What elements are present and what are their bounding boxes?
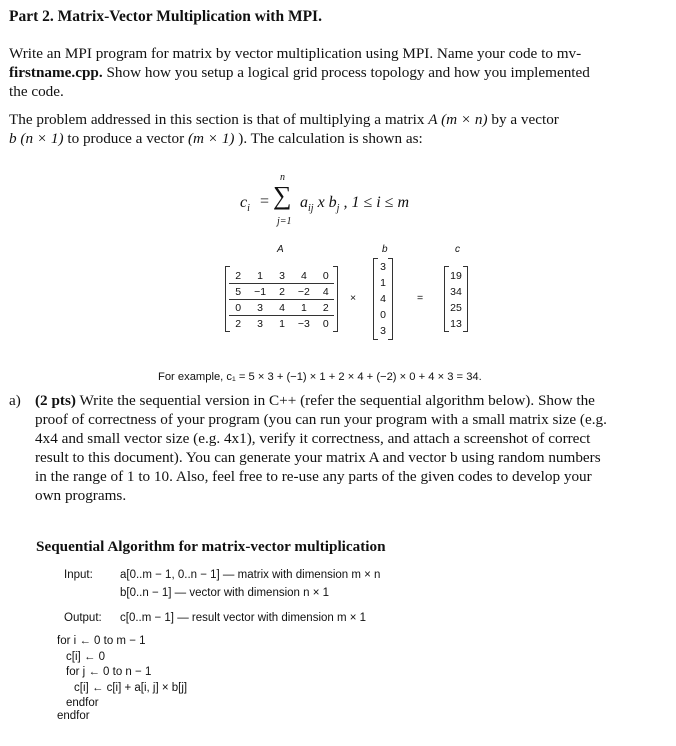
problem-text-4: ). The calculation is shown as:: [234, 130, 423, 147]
times-sign: ×: [350, 292, 357, 304]
code-line: c[i] ← 0: [66, 651, 105, 663]
input-line-2: b[0..n − 1] — vector with dimension n × 1: [120, 587, 330, 599]
matrix-a-cell: 2: [322, 302, 329, 314]
matrix-a-cell: 0: [322, 318, 329, 330]
code-line: endfor: [66, 697, 99, 709]
output-label: Output:: [64, 612, 102, 624]
sum-upper-limit: n: [280, 172, 285, 183]
matrix-a-cell: 5: [235, 286, 242, 298]
question-line: own programs.: [35, 487, 127, 504]
formula-lhs-c: c: [240, 194, 248, 211]
example-text: For example, c₁ = 5 × 3 + (−1) × 1 + 2 × 4 + (−2) × 0 + 4 × 3 = 34.: [158, 371, 482, 383]
output-line-1: c[0..m − 1] — result vector with dimension m × 1: [120, 612, 367, 624]
problem-text-2: by a vector: [487, 111, 559, 128]
vector-b-cell: 0: [380, 309, 386, 321]
matrix-a-cell: 1: [279, 318, 285, 330]
formula-equals: =: [260, 193, 270, 210]
matrix-a-cell: −2: [297, 286, 310, 298]
question-line: 4x4 and small vector size (e.g. 4x1), verify it correctness, and attach a screenshot of correct: [35, 430, 591, 447]
matrix-a-cell: 3: [257, 318, 263, 330]
matrix-a-cell: −3: [297, 318, 310, 330]
vector-c-cell: 19: [450, 270, 462, 282]
matrix-a-cell: 0: [322, 270, 329, 282]
vector-b-cell: 4: [380, 293, 386, 305]
matrix-a-cell: 2: [279, 286, 285, 298]
vector-b-cell: 1: [380, 277, 386, 289]
matrix-a-cell: 3: [257, 302, 263, 314]
matrix-a-cell: −1: [254, 286, 267, 298]
question-marker: a): [9, 392, 21, 409]
label-matrix-a: A: [277, 244, 284, 255]
formula-lhs-sub: i: [247, 203, 250, 215]
code-line: for i ← 0 to m − 1: [57, 635, 146, 647]
intro-line-3: the code.: [9, 83, 64, 100]
matrix-a-cell: 1: [300, 302, 307, 314]
sum-lower-limit: j=1: [277, 216, 292, 227]
question-line: in the range of 1 to 10. Also, feel free to re-use any parts of the given codes to develop your: [35, 468, 592, 485]
matrix-a-cell: 4: [322, 286, 329, 298]
question-line: result to this document). You can generate your matrix A and vector b using random numbers: [35, 449, 601, 466]
matrix-a-cell: 1: [257, 270, 263, 282]
matrix-a-cell: 2: [235, 270, 242, 282]
code-line: endfor: [57, 710, 90, 722]
intro-line-2-rest: Show how you setup a logical grid process topology and how you implemented: [102, 64, 590, 81]
problem-text-1: The problem addressed in this section is that of multiplying a matrix: [9, 111, 429, 128]
vector-c-math: (m × 1): [187, 130, 235, 147]
equals-sign: =: [417, 292, 424, 304]
sequential-title: Sequential Algorithm for matrix-vector multiplication: [36, 538, 386, 555]
matrix-a-cell: 3: [279, 270, 285, 282]
matrix-a-cell: 0: [235, 302, 242, 314]
label-vector-c: c: [455, 244, 460, 255]
problem-text-3: to produce a vector: [63, 130, 188, 147]
input-line-1: a[0..m − 1, 0..n − 1] — matrix with dimension m × n: [120, 569, 381, 581]
formula-b-sub: j: [336, 203, 340, 215]
vector-b-math: b (n × 1): [9, 130, 64, 147]
label-vector-b: b: [382, 244, 388, 255]
formula-term-a-sub: ij: [308, 203, 314, 215]
sum-sign: ∑: [273, 181, 292, 210]
matrix-a-cell: 2: [235, 318, 242, 330]
matrix-a-cell: 4: [300, 270, 307, 282]
formula-term-a: a: [300, 194, 308, 211]
formula-range: , 1 ≤ i ≤ m: [339, 194, 410, 211]
input-label: Input:: [64, 569, 93, 581]
filename-bold: firstname.cpp.: [9, 64, 103, 81]
vector-c-cell: 34: [450, 286, 462, 298]
code-line: c[i] ← c[i] + a[i, j] × b[j]: [74, 682, 188, 694]
intro-line-1: Write an MPI program for matrix by vector multiplication using MPI. Name your code to mv-: [9, 45, 582, 62]
vector-b-cell: 3: [380, 261, 386, 273]
section-title: Part 2. Matrix-Vector Multiplication with MPI.: [9, 8, 322, 25]
vector-c-cell: 13: [450, 318, 462, 330]
question-points: (2 pts): [35, 392, 76, 409]
question-line-text: Write the sequential version in C++ (refer the sequential algorithm below). Show the: [75, 392, 595, 409]
vector-c-cell: 25: [450, 302, 462, 314]
matrix-a-cell: 4: [279, 302, 285, 314]
matrix-dim-math: A (m × n): [428, 111, 488, 128]
code-line: for j ← 0 to n − 1: [66, 666, 152, 678]
formula-times-b: x b: [313, 194, 337, 211]
vector-b-cell: 3: [380, 325, 386, 337]
question-line: proof of correctness of your program (you can run your program with a small matrix size (e.g.: [35, 411, 607, 428]
